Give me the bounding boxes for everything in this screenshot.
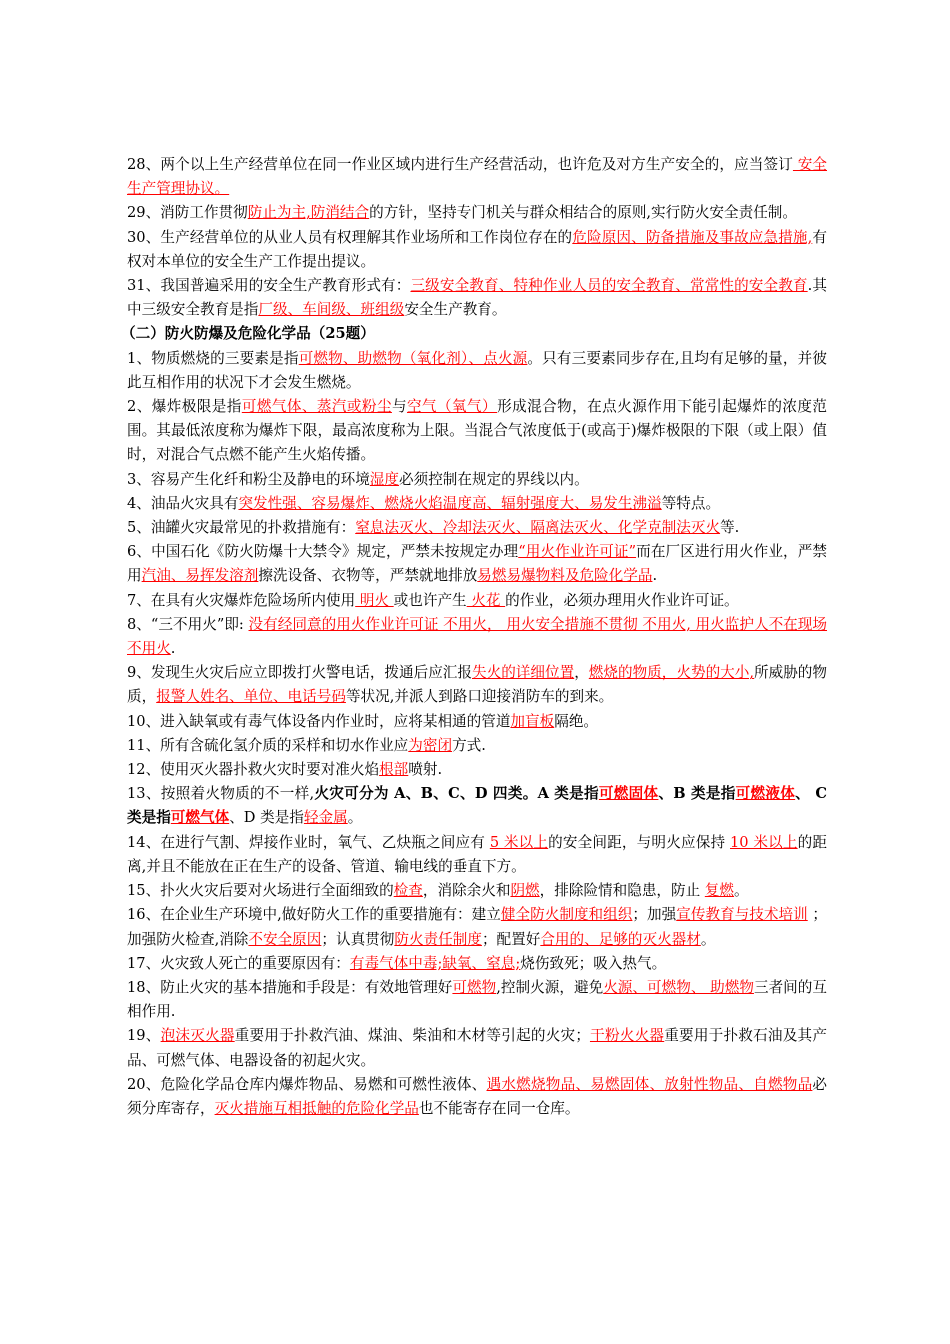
question-p29 [127, 201, 827, 225]
question-q19 [127, 1024, 827, 1072]
question-text: 18、防止火灾的基本措施和手段是：有效地管理好 [127, 978, 453, 996]
question-text: 19、 [127, 1027, 161, 1045]
question-text: 重要用于扑救石油及其产品、可燃气体、电器设备的初起火灾。 [127, 1027, 827, 1069]
answer-text: 危险原因、防备措施及事故应急措施, [572, 228, 813, 246]
question-text: 的安全间距，与明火应保持 [548, 833, 730, 851]
answer-text: 阴燃 [510, 882, 540, 900]
document-body [121, 153, 828, 1121]
question-text: 。 [347, 809, 363, 827]
question-text: 31、我国普遍采用的安全生产教育形式有： [127, 277, 411, 295]
question-text: 烧伤致死；吸入热气。 [520, 954, 667, 972]
answer-text: 可燃物、助燃物（氧化剂）、点火源 [298, 349, 528, 367]
answer-text: 火花 [466, 591, 506, 609]
question-text: ,控制火源，避免 [496, 978, 604, 996]
question-text: 的距离,并且不能放在正在生产的设备、管道、输电线的垂直下方。 [127, 833, 827, 875]
question-q2 [127, 395, 827, 468]
answer-text: 健全防火制度和组织 [500, 906, 633, 924]
question-q20 [127, 1073, 827, 1121]
question-q16 [127, 903, 827, 951]
question-q13 [127, 782, 827, 830]
question-text: 15、扑火火灾后要对火场进行全面细致的 [127, 882, 394, 900]
question-q6 [127, 540, 827, 588]
question-q7 [127, 589, 827, 613]
question-text: 3、容易产生化纤和粉尘及静电的环境 [127, 470, 370, 488]
answer-text: 可燃物 [452, 978, 497, 996]
question-q12 [127, 758, 827, 782]
question-text: 28、两个以上生产经营单位在同一作业区域内进行生产经营活动，也许危及对方生产安全的，应当签订 [127, 156, 793, 173]
answer-text: 防火责任制度 [394, 930, 482, 948]
answer-text: 轻金属 [303, 809, 348, 827]
answer-text: 可燃气体、蒸汽或粉尘 [241, 398, 392, 416]
question-text: 、B 类是指 [658, 785, 736, 803]
question-q4 [127, 492, 827, 516]
answer-text: 10 米以上 [730, 833, 798, 851]
question-text: ，排除险情和隐患，防止 [539, 882, 705, 900]
answer-text: 宣传教育与技术培训 [676, 906, 808, 924]
question-text: 2、爆炸极限是指 [127, 398, 242, 416]
question-text: 4、油品火灾具有 [127, 494, 239, 512]
question-q1 [127, 347, 827, 395]
question-text: 方式. [452, 736, 486, 754]
answer-text: 可燃液体 [735, 785, 796, 803]
question-text: 11、所有含硫化氢介质的采样和切水作业应 [127, 736, 409, 754]
answer-text: 不安全原因 [248, 930, 322, 948]
answer-text: 汽油、易挥发溶剂 [141, 567, 259, 585]
answer-text: 灭火措施互相抵触的危险化学品 [214, 1099, 419, 1117]
question-text: 所威胁的物质， [127, 664, 827, 706]
answer-text: 空气（氧气） [406, 398, 498, 416]
answer-text: 加盲板 [510, 712, 555, 730]
question-p28 [127, 153, 827, 201]
question-text: 8、“三不用火”即: [127, 615, 249, 633]
question-q3 [127, 468, 827, 492]
question-text: 与 [391, 398, 407, 416]
answer-text: 突发性强、容易爆炸、燃烧火焰温度高、辐射强度大、易发生沸溢 [238, 494, 662, 512]
answer-text: 复燃 [704, 882, 735, 900]
question-q11 [127, 734, 827, 758]
question-text: 。 [734, 882, 749, 900]
question-text: 安全生产教育。 [404, 301, 507, 319]
answer-text: 报警人姓名、单位、电话号码 [156, 688, 346, 706]
question-text: 也不能寄存在同一仓库。 [418, 1099, 580, 1117]
answer-text: 检查 [393, 882, 423, 900]
question-q14 [127, 831, 827, 879]
question-text: 、D 类是指 [229, 809, 304, 827]
question-text: ；认真贯彻 [321, 930, 395, 948]
question-text: 喷射. [408, 761, 443, 779]
question-p30 [127, 226, 827, 274]
question-text: ， [574, 664, 589, 682]
answer-text: 火源、可燃物、 助燃物 [603, 978, 754, 996]
answer-text: 为密闭 [408, 736, 453, 754]
question-text: 等. [720, 519, 740, 537]
answer-text: 可燃气体 [170, 809, 230, 827]
answer-text: 有毒气体中毒;缺氧、窒息; [349, 954, 521, 972]
question-p31 [127, 274, 827, 322]
question-text: 。只有三要素同步存在,且均有足够的量，并彼此互相作用的状况下才会发生燃烧。 [127, 349, 827, 391]
answer-text: 窒息法灭火、冷却法灭火、隔离法灭火、化学克制法灭火 [355, 519, 721, 537]
answer-text: “用火作业许可证” [518, 543, 637, 561]
answer-text: 干粉火火器 [589, 1027, 665, 1045]
question-text: 必须控制在规定的界线以内。 [399, 470, 589, 488]
answer-text: 燃烧的物质，火势的大小, [588, 664, 754, 682]
question-text: 、 C 类是指 [127, 785, 827, 827]
question-text: 17、火灾致人死亡的重要原因有： [127, 954, 350, 972]
answer-text: 三级安全教育、特种作业人员的安全教育、常常性的安全教育 [410, 277, 808, 295]
section-heading: （二）防火防爆及危险化学品（25题） [121, 325, 375, 343]
question-text: 隔绝。 [554, 712, 599, 730]
question-text: 20、危险化学品仓库内爆炸物品、易燃和可燃性液体、 [127, 1075, 487, 1093]
question-text: 有权对本单位的安全生产工作提出提议。 [127, 228, 827, 270]
answer-text: 泡沫灭火器 [160, 1027, 235, 1045]
question-text: 重要用于扑救汽油、煤油、柴油和木材等引起的火灾； [234, 1027, 590, 1045]
question-text: 14、在进行气割、焊接作业时，氧气、乙炔瓶之间应有 [127, 833, 490, 851]
answer-text: 失火的详细位置 [472, 664, 575, 682]
question-q9 [127, 661, 827, 709]
answer-text: 明火 [355, 591, 394, 609]
question-text: . [652, 567, 658, 585]
question-q8 [127, 613, 827, 661]
question-q17 [127, 952, 827, 976]
question-text: 13、按照着火物质的不一样, [127, 785, 315, 803]
question-q5 [127, 516, 827, 540]
answer-text: 遇水燃烧物品、易燃固体、放射性物品、自燃物品 [486, 1075, 813, 1093]
question-text: 16、在企业生产环境中,做好防火工作的重要措施有：建立 [127, 906, 501, 924]
question-text: 火灾可分为 A、B、C、D 四类。A 类是指 [314, 785, 599, 803]
question-text: ；配置好 [481, 930, 541, 948]
question-text: 29、消防工作贯彻 [127, 204, 248, 222]
question-text: 12、使用灭火器扑救火灾时要对准火焰 [127, 761, 380, 779]
answer-text: 根部 [379, 761, 409, 779]
question-text: 的方针，坚持专门机关与群众相结合的原则,实行防火安全责任制。 [369, 204, 797, 222]
question-text: 9、发现生火灾后应立即拨打火警电话，拨通后应汇报 [127, 664, 472, 682]
questions-part-2 [127, 347, 827, 1122]
question-text: 6、中国石化《防火防爆十大禁令》规定，严禁未按规定办理 [127, 543, 519, 561]
answer-text: 合用的、足够的灭火器材 [540, 930, 701, 948]
question-text: .其中三级安全教育是指 [127, 277, 827, 319]
answer-text: 易燃易爆物料及危险化学品 [477, 567, 653, 585]
answer-text: 没有经同意的用火作业许可证 不用火， 用火安全措施不贯彻 不用火, 用火监护人不在现场 不用火 [127, 615, 828, 658]
questions-part-1 [127, 153, 827, 322]
question-text: 或也许产生 [393, 591, 467, 609]
answer-text: 可燃固体 [598, 785, 659, 803]
question-q10 [127, 710, 827, 734]
question-text: 擦洗设备、衣物等，严禁就地排放 [258, 567, 478, 585]
question-q15 [127, 879, 827, 903]
question-text: 5、油罐火灾最常见的扑救措施有： [127, 519, 356, 537]
question-text: 。 [700, 930, 716, 948]
question-q18 [127, 976, 827, 1024]
question-text: 等状况,并派人到路口迎接消防车的到来。 [345, 688, 614, 706]
answer-text: 安全生产管理协议。 [127, 156, 827, 198]
question-text: 30、生产经营单位的从业人员有权理解其作业场所和工作岗位存在的 [127, 228, 573, 246]
question-text: 7、在具有火灾爆炸危险场所内使用 [127, 591, 356, 609]
answer-text: 厂级、车间级、班组级 [258, 301, 405, 319]
question-text: ；加强 [632, 906, 677, 924]
answer-text: 湿度 [369, 470, 399, 488]
question-text: ，消除余火和 [422, 882, 511, 900]
question-text: 10、进入缺氧或有毒气体设备内作业时，应将某相通的管道 [127, 712, 511, 730]
answer-text: 防止为主,防消结合 [247, 204, 370, 222]
question-text: 1、物质燃烧的三要素是指 [127, 349, 299, 367]
question-text: ；加强防火检查,消除 [127, 906, 827, 948]
question-text: . [170, 640, 176, 658]
question-text: 的作业，必须办理用火作业许可证。 [505, 591, 739, 609]
question-text: 等特点。 [661, 494, 721, 512]
question-text: 三者间的互相作用. [127, 978, 827, 1021]
question-text: 而在厂区进行用火作业，严禁用 [127, 543, 827, 585]
question-text: 形成混合物，在点火源作用下能引起爆炸的浓度范围。其最低浓度称为爆炸下限，最高浓度称为上限。当混合气浓度低于(或高于)爆炸极限的下限（或上限）值时，对混合气点燃不能产生火焰传播。 [127, 398, 827, 464]
question-text: 必须分库寄存， [127, 1075, 827, 1117]
answer-text: 5 米以上 [489, 833, 549, 851]
